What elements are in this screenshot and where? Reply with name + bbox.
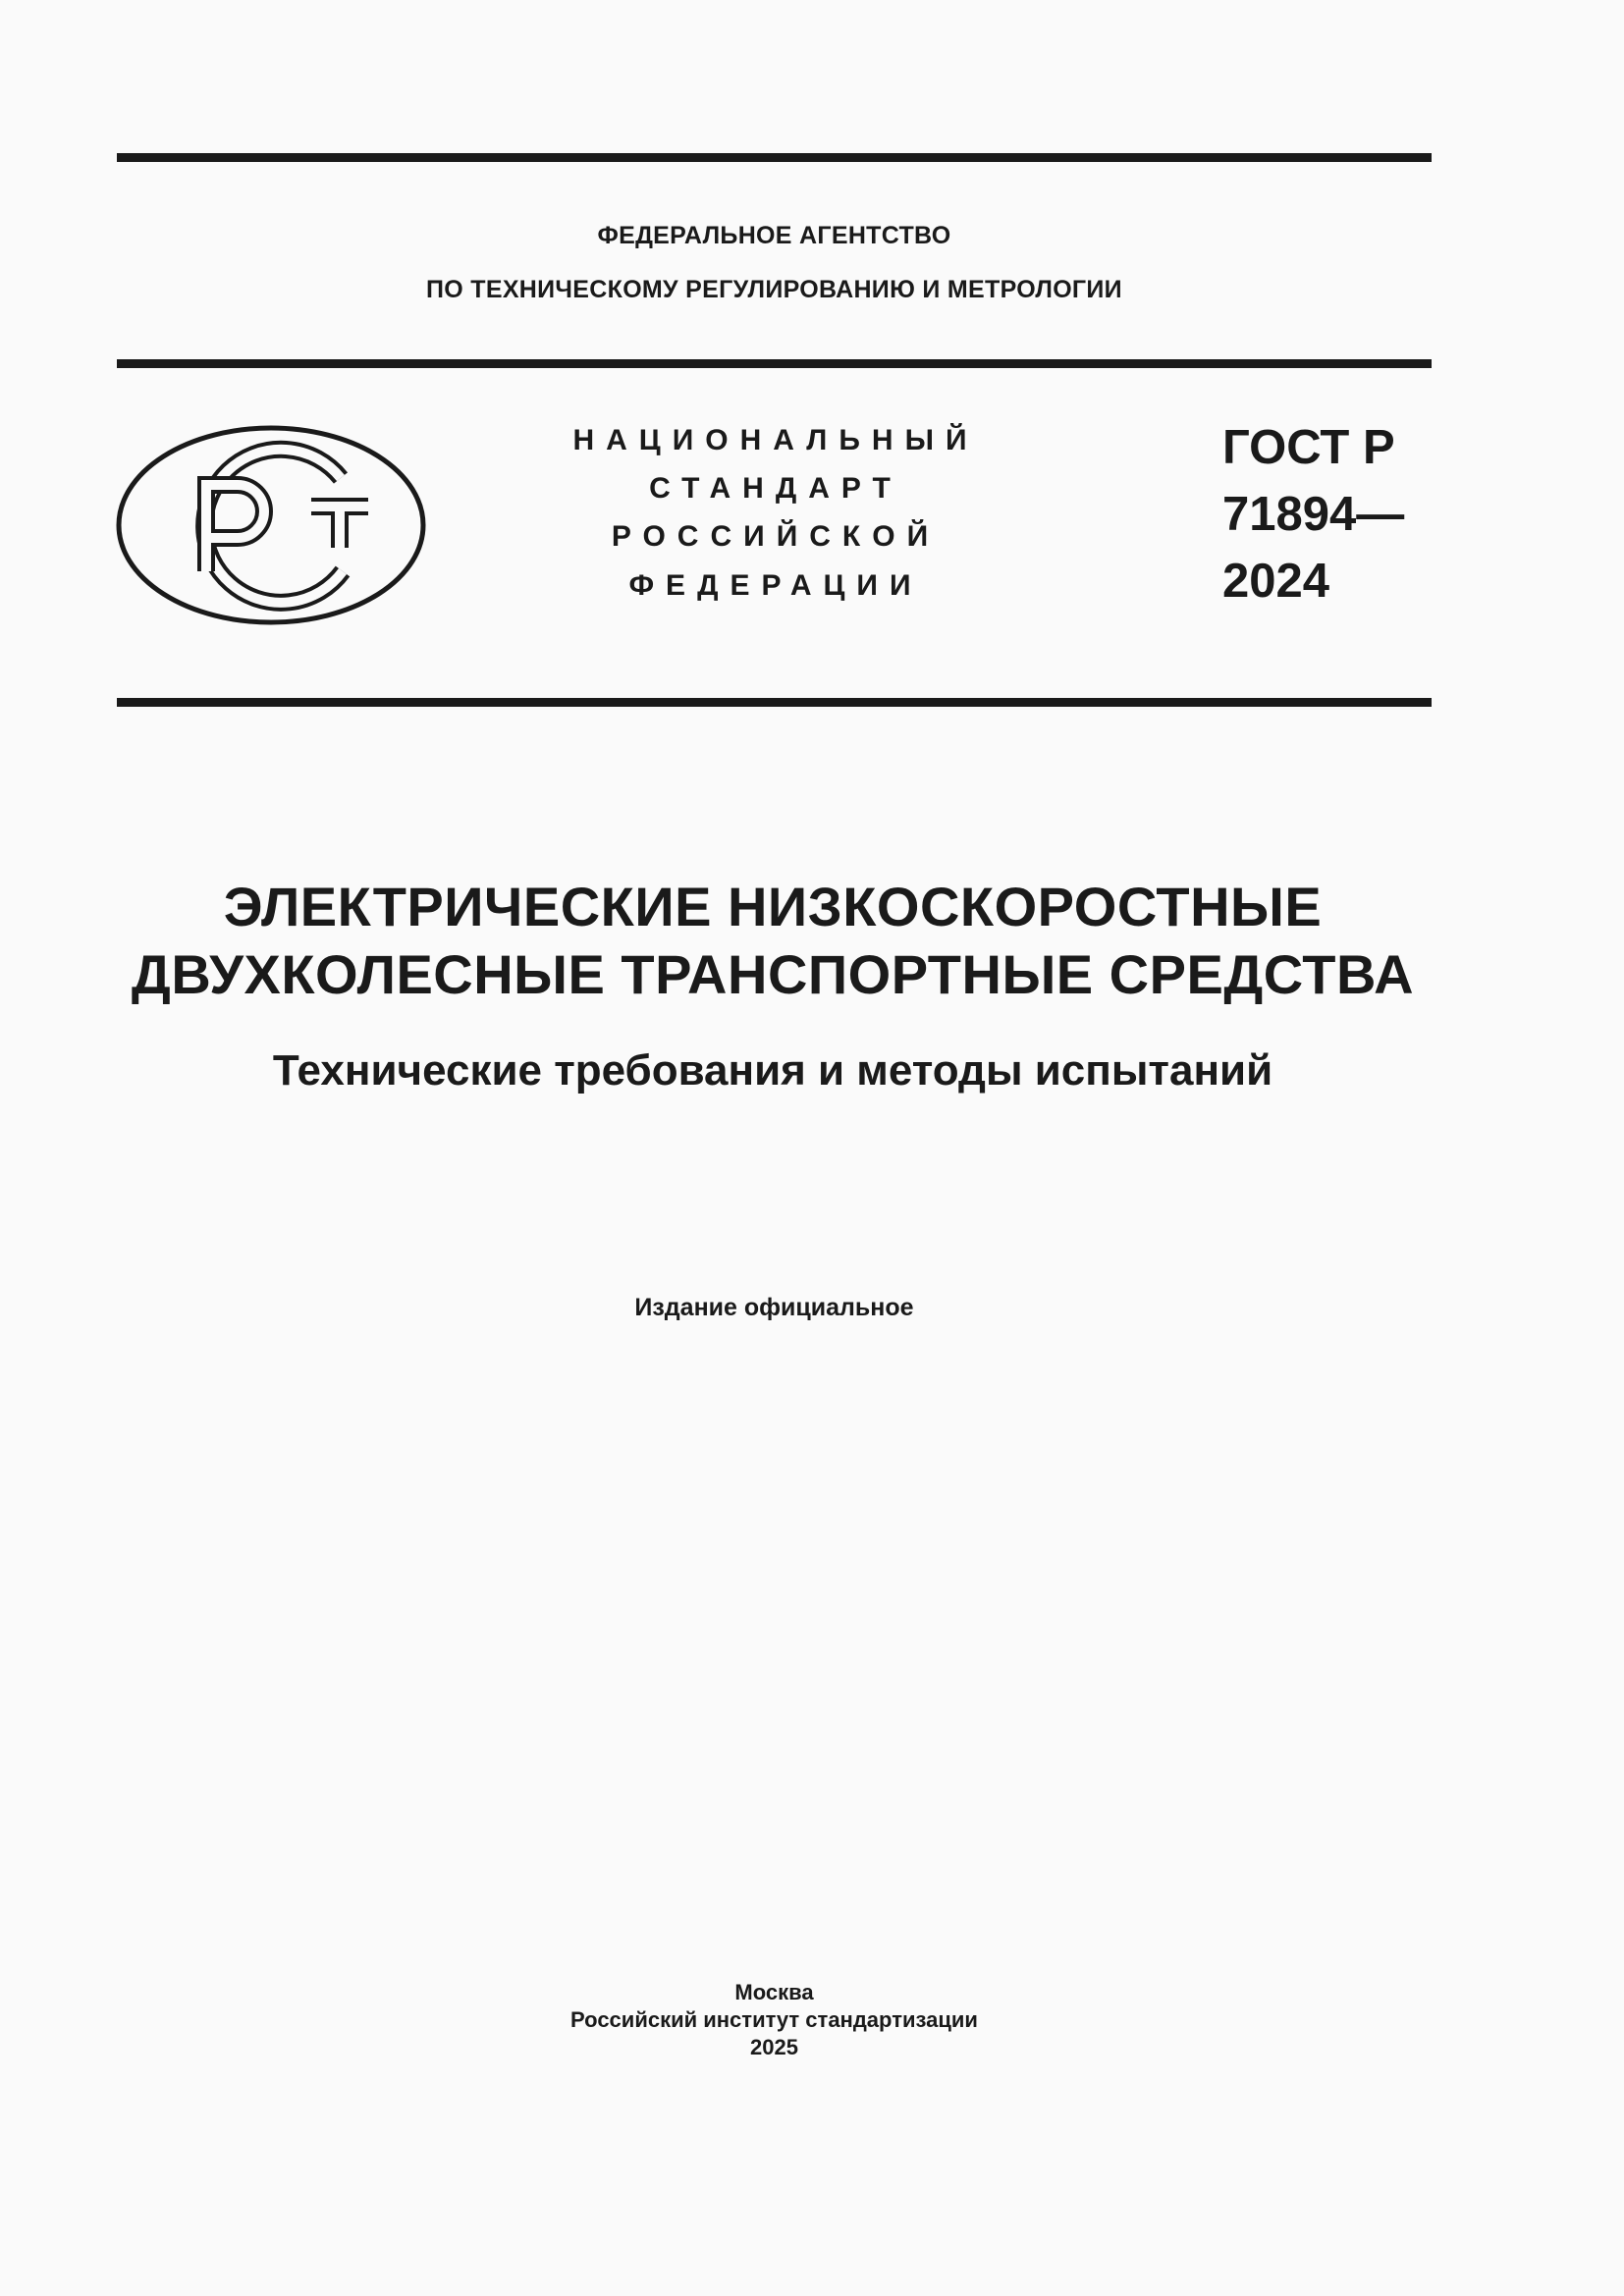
- designation-line-2: 71894—: [1222, 488, 1405, 541]
- top-rule: [117, 153, 1432, 162]
- rst-logo-svg: [115, 424, 427, 626]
- designation-rule: [117, 698, 1432, 707]
- header-rule: [117, 359, 1432, 368]
- agency-line-2: ПО ТЕХНИЧЕСКОМУ РЕГУЛИРОВАНИЮ И МЕТРОЛОГИИ: [426, 276, 1122, 303]
- national-standard-line-4: ФЕДЕРАЦИИ: [628, 569, 923, 602]
- document-subtitle: Технические требования и методы испытаний: [272, 1046, 1273, 1095]
- imprint-publisher: Российский институт стандартизации: [570, 2007, 978, 2032]
- national-standard-line-3: РОССИЙСКОЙ: [611, 520, 941, 553]
- national-standard-line-1: НАЦИОНАЛЬНЫЙ: [572, 424, 979, 456]
- document-title-line-1: ЭЛЕКТРИЧЕСКИЕ НИЗКОСКОРОСТНЫЕ: [223, 876, 1323, 937]
- national-standard-line-2: СТАНДАРТ: [649, 472, 902, 505]
- rst-mark-icon: [115, 424, 427, 626]
- agency-line-1: ФЕДЕРАЛЬНОЕ АГЕНТСТВО: [597, 222, 951, 249]
- designation-line-1: ГОСТ Р: [1222, 421, 1395, 474]
- imprint-year: 2025: [750, 2035, 798, 2059]
- designation-line-3: 2024: [1222, 555, 1330, 608]
- edition-note: Издание официальное: [634, 1294, 914, 1321]
- document-title-line-2: ДВУХКОЛЕСНЫЕ ТРАНСПОРТНЫЕ СРЕДСТВА: [131, 943, 1415, 1005]
- imprint-city: Москва: [734, 1980, 814, 2004]
